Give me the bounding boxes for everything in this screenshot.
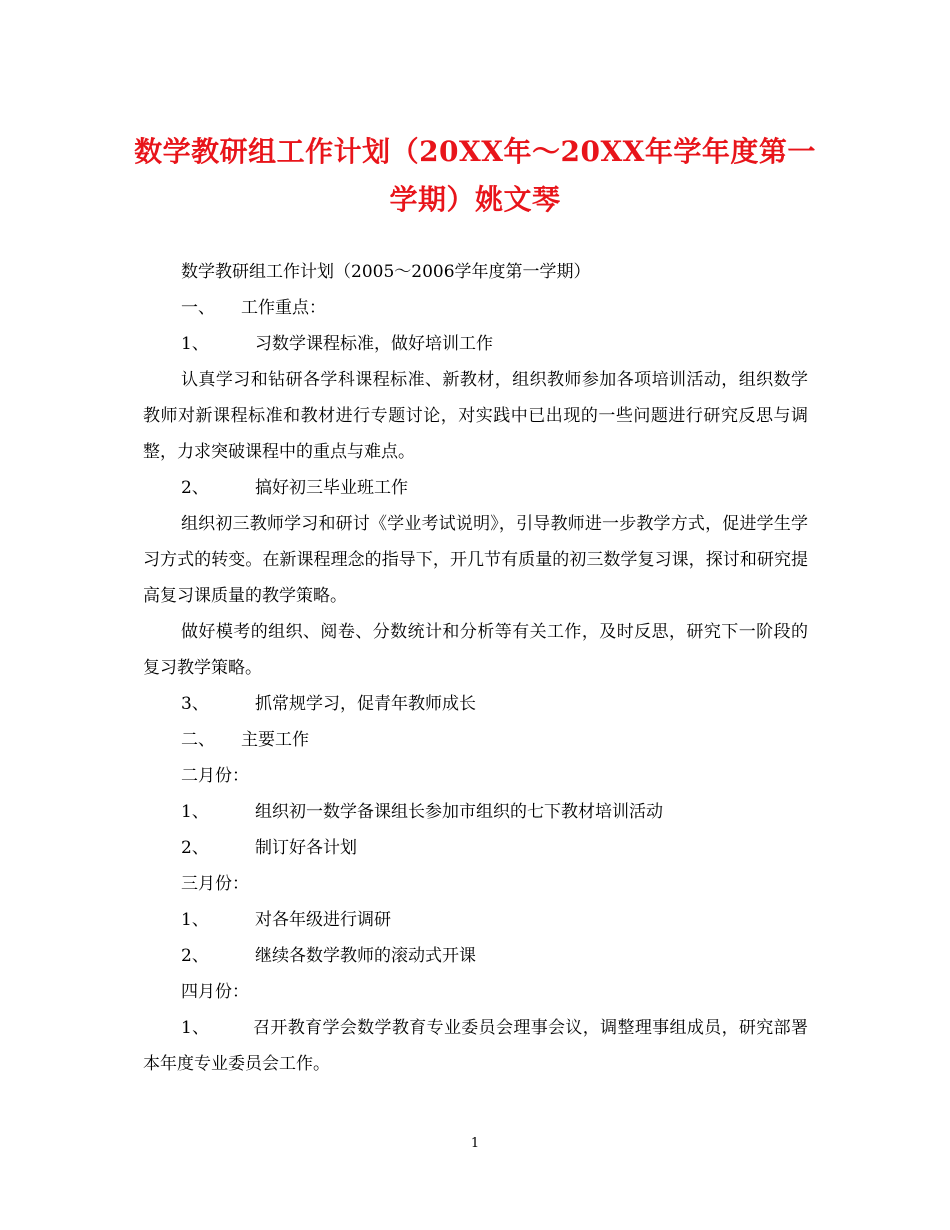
section-heading	[143, 722, 808, 758]
paragraph: 组织初三教师学习和研讨《学业考试说明》，引导教师进一步教学方式，促进学生学习方式的转变。在新课程理念的指导下，开几节有质量的初三数学复习课，探讨和研究提高复习课质量的教学策略。	[143, 514, 808, 606]
list-item	[143, 938, 808, 974]
list-item	[143, 470, 808, 506]
section-title: 主要工作	[241, 730, 309, 750]
item-text: 组织初一数学备课组长参加市组织的七下教材培训活动	[255, 802, 663, 822]
month-heading: 四月份：	[181, 982, 249, 1002]
list-item	[143, 794, 808, 830]
month-heading: 三月份：	[181, 874, 249, 894]
section-number: 一、	[181, 298, 215, 318]
list-item	[143, 326, 808, 362]
section-number: 二、	[181, 730, 215, 750]
item-number: 3、	[181, 694, 209, 714]
item-text: 抓常规学习，促青年教师成长	[255, 694, 476, 714]
subtitle-line: 数学教研组工作计划（2005～2006学年度第一学期）	[181, 262, 591, 282]
item-number: 2、	[181, 946, 209, 966]
item-text: 继续各数学教师的滚动式开课	[255, 946, 476, 966]
item-text: 习数学课程标准，做好培训工作	[255, 334, 493, 354]
section-heading	[143, 290, 808, 326]
item-number: 1、	[181, 910, 209, 930]
section-title: 工作重点：	[241, 298, 326, 318]
item-number: 2、	[181, 478, 209, 498]
item-number: 1、	[181, 334, 209, 354]
document-title: 数学教研组工作计划（20XX年～20XX年学年度第一学期）姚文琴	[134, 135, 816, 216]
item-text: 对各年级进行调研	[255, 910, 391, 930]
page-number: 1	[470, 1136, 480, 1151]
paragraph: 1、 召开教育学会数学教育专业委员会理事会议，调整理事组成员，研究部署本年度专业委员会工作。	[143, 1018, 808, 1074]
month-heading: 二月份：	[181, 766, 249, 786]
document-body	[143, 254, 808, 1082]
item-text: 搞好初三毕业班工作	[255, 478, 408, 498]
item-text: 制订好各计划	[255, 838, 357, 858]
paragraph: 认真学习和钻研各学科课程标准、新教材，组织教师参加各项培训活动，组织数学教师对新课程标准和教材进行专题讨论，对实践中已出现的一些问题进行研究反思与调整，力求突破课程中的重点与难点。	[143, 370, 808, 462]
item-number: 2、	[181, 838, 209, 858]
list-item	[143, 902, 808, 938]
paragraph: 做好模考的组织、阅卷、分数统计和分析等有关工作，及时反思，研究下一阶段的复习教学策略。	[143, 622, 808, 678]
item-number: 1、	[181, 802, 209, 822]
list-item	[143, 830, 808, 866]
list-item	[143, 686, 808, 722]
